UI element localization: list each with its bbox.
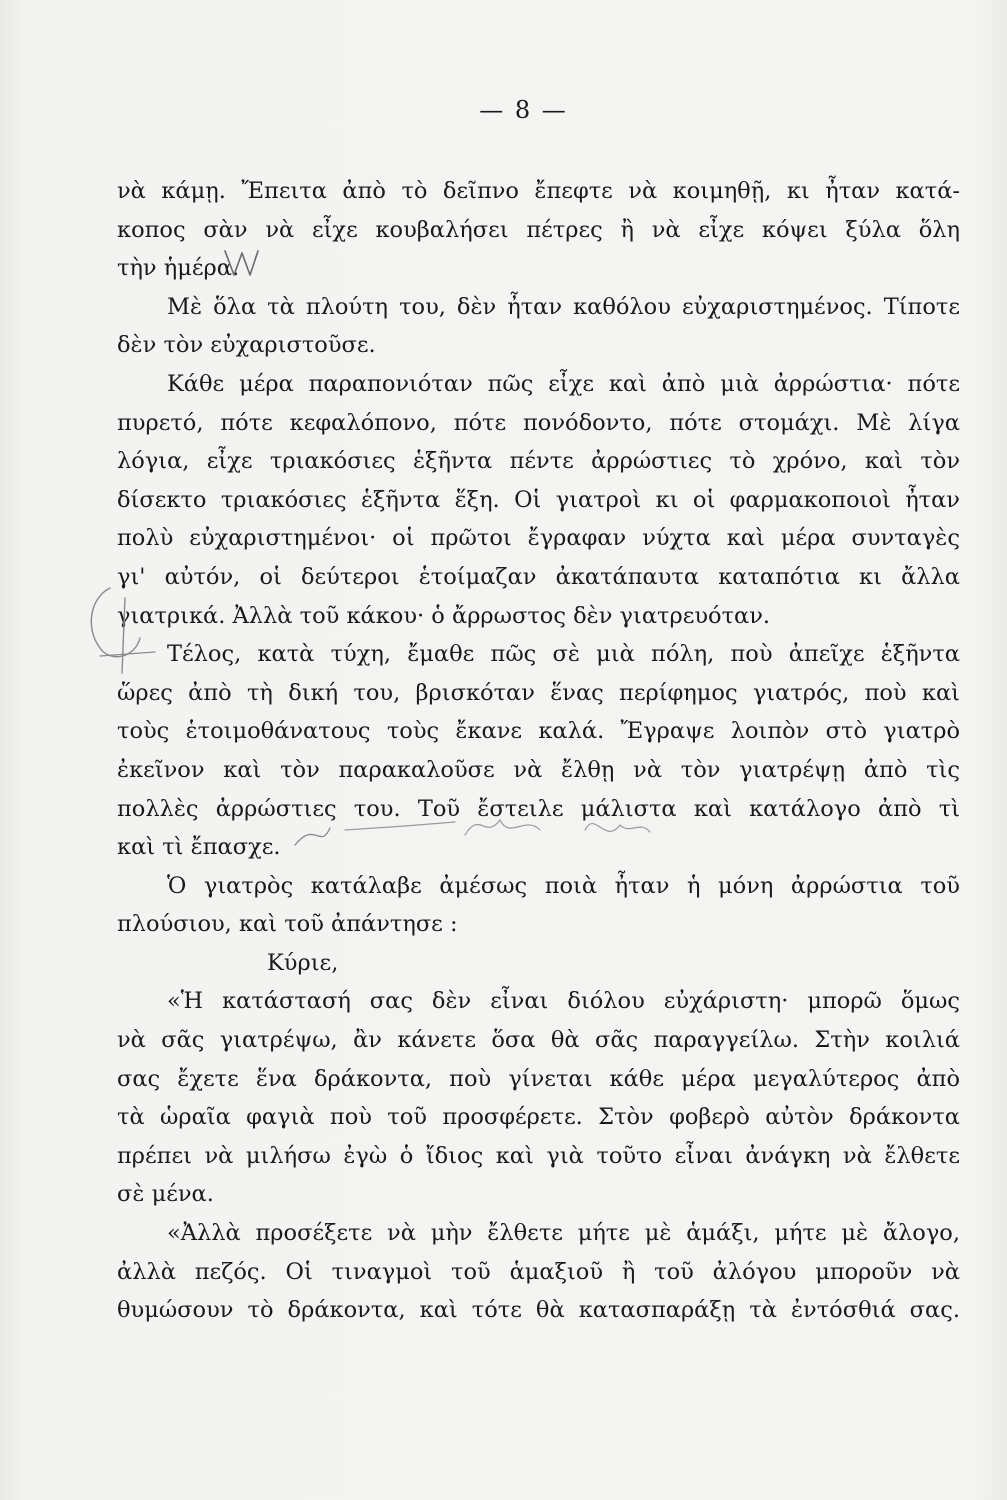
text-line: ἀλλὰ πεζός. Οἱ τιναγμοὶ τοῦ ἁμαξιοῦ ἢ τοῦ ἀλόγου μποροῦν νὰ: [117, 1258, 960, 1285]
text-line: τοὺς ἑτοιμοθάνατους τοὺς ἔκανε καλά. Ἔγραψε λοιπὸν στὸ γιατρὸ: [117, 718, 960, 745]
text-line: καὶ τὶ ἔπασχε.: [117, 834, 281, 861]
text-line: δὲν τὸν εὐχαριστοῦσε.: [117, 332, 376, 359]
text-line: γιατρικά. Ἀλλὰ τοῦ κάκου· ὁ ἄρρωστος δὲν γιατρευόταν.: [117, 602, 771, 629]
text-line: σας ἔχετε ἕνα δράκοντα, ποὺ γίνεται κάθε μέρα μεγαλύτερος ἀπὸ: [117, 1065, 960, 1092]
text-line: ἐκεῖνον καὶ τὸν παρακαλοῦσε νὰ ἔλθῃ νὰ τὸν γιατρέψῃ ἀπὸ τὶς: [117, 756, 960, 783]
text-line: πολλὲς ἀρρώστιες του. Τοῦ ἔστειλε μάλιστα καὶ κατάλογο ἀπὸ τὶ: [117, 795, 960, 822]
text-line: «Ἀλλὰ προσέξετε νὰ μὴν ἔλθετε μήτε μὲ ἁμάξι, μήτε μὲ ἄλογο,: [167, 1220, 960, 1247]
text-line: δίσεκτο τριακόσιες ἑξῆντα ἕξη. Οἱ γιατροὶ κι οἱ φαρμακοποιοὶ ἦταν: [117, 486, 960, 513]
text-line: Τέλος, κατὰ τύχη, ἔμαθε πῶς σὲ μιὰ πόλη, ποὺ ἀπεῖχε ἑξῆντα: [167, 641, 960, 668]
text-line: «Ἡ κατάστασή σας δὲν εἶναι διόλου εὐχάριστη· μπορῶ ὅμως: [167, 988, 960, 1015]
text-line: τὰ ὡραῖα φαγιὰ ποὺ τοῦ προσφέρετε. Στὸν φοβερὸ αὐτὸν δράκοντα: [117, 1104, 960, 1131]
text-line: κοπος σὰν νὰ εἶχε κουβαλήσει πέτρες ἢ νὰ εἶχε κόψει ξύλα ὅλη: [117, 216, 960, 243]
text-line: Κάθε μέρα παραπονιόταν πῶς εἶχε καὶ ἀπὸ μιὰ ἀρρώστια· πότε: [167, 370, 960, 397]
text-line: λόγια, εἶχε τριακόσιες ἑξῆντα πέντε ἀρρώστιες τὸ χρόνο, καὶ τὸν: [117, 448, 960, 475]
text-line: τὴν ἡμέρα.: [117, 255, 240, 282]
text-line: Ὁ γιατρὸς κατάλαβε ἀμέσως ποιὰ ἦταν ἡ μόνη ἀρρώστια τοῦ: [167, 872, 960, 899]
salutation-line: Κύριε,: [267, 949, 339, 976]
text-line: θυμώσουν τὸ δράκοντα, καὶ τότε θὰ κατασπαράξῃ τὰ ἐντόσθιά σας.: [117, 1297, 960, 1324]
text-line: Μὲ ὅλα τὰ πλούτη του, δὲν ἦταν καθόλου εὐχαριστημένος. Τίποτε: [167, 293, 960, 320]
text-line: πρέπει νὰ μιλήσω ἐγὼ ὁ ἴδιος καὶ γιὰ τοῦτο εἶναι ἀνάγκη νὰ ἔλθετε: [117, 1142, 960, 1169]
text-line: πλούσιου, καὶ τοῦ ἀπάντησε :: [117, 911, 458, 938]
text-line: νὰ σᾶς γιατρέψω, ἂν κάνετε ὅσα θὰ σᾶς παραγγείλω. Στὴν κοιλιά: [117, 1027, 960, 1054]
page-number: — 8 —: [479, 96, 568, 124]
text-line: ὥρες ἀπὸ τὴ δική του, βρισκόταν ἕνας περίφημος γιατρός, ποὺ καὶ: [117, 679, 960, 706]
text-line: νὰ κάμῃ. Ἔπειτα ἀπὸ τὸ δεῖπνο ἔπεφτε νὰ κοιμηθῇ, κι ἦταν κατά-: [117, 178, 960, 204]
body-text: [117, 172, 960, 1330]
text-line: γι' αὐτόν, οἱ δεύτεροι ἑτοίμαζαν ἀκατάπαυτα καταπότια κι ἄλλα: [117, 563, 960, 590]
text-line: πυρετό, πότε κεφαλόπονο, πότε πονόδοντο, πότε στομάχι. Μὲ λίγα: [117, 409, 960, 436]
text-line: πολὺ εὐχαριστημένοι· οἱ πρῶτοι ἔγραφαν νύχτα καὶ μέρα συνταγὲς: [117, 525, 960, 552]
text-line: σὲ μένα.: [117, 1181, 214, 1208]
